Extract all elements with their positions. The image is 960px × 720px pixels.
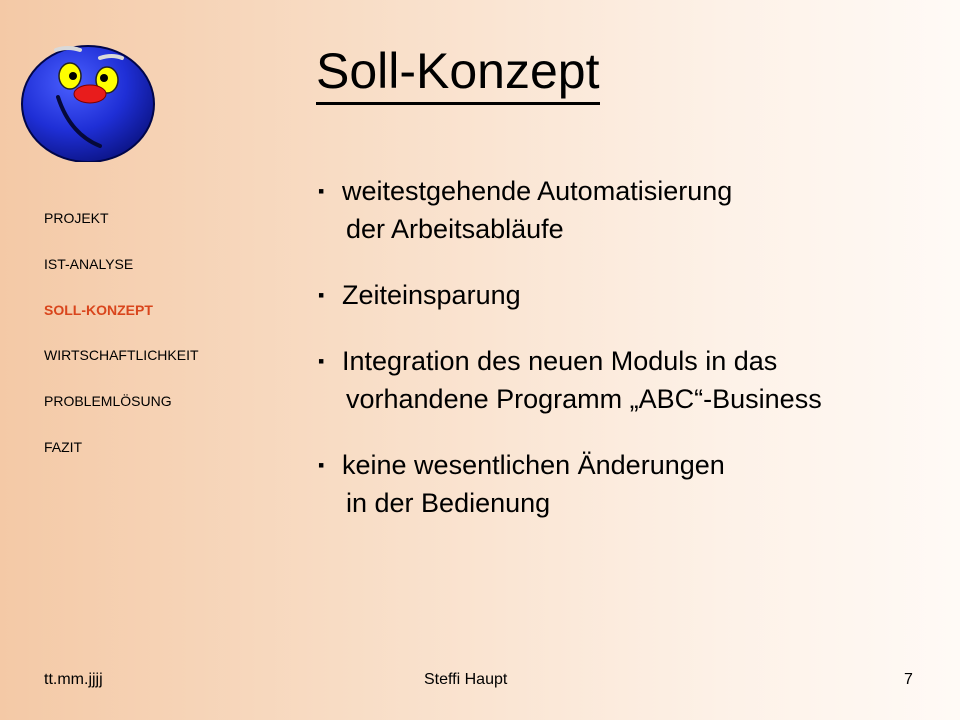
bullet-marker-icon: ▪	[318, 351, 325, 371]
nav-item-soll-konzept[interactable]: SOLL-KONZEPT	[44, 301, 153, 318]
bullet-text-continued: der Arbeitsabläufe	[346, 214, 564, 244]
page-number: 7	[904, 671, 913, 688]
section-nav	[44, 208, 199, 483]
bullet-text: weitestgehende Automatisierung	[342, 176, 733, 206]
bullet-text-continued: in der Bedienung	[346, 488, 551, 518]
nav-item-ist-analyse[interactable]: IST-ANALYSE	[44, 255, 134, 272]
nav-item-problemloesung[interactable]: PROBLEMLÖSUNG	[44, 393, 172, 410]
nav-item-fazit[interactable]: FAZIT	[44, 438, 83, 455]
footer-author: Steffi Haupt	[424, 671, 508, 688]
bullet-marker-icon: ▪	[318, 181, 325, 201]
nav-item-projekt[interactable]: PROJEKT	[44, 210, 109, 226]
bullet-list	[318, 172, 822, 550]
bullet-item	[318, 276, 822, 314]
bullet-item	[318, 342, 822, 418]
bullet-text-continued: vorhandene Programm „ABC“-Business	[346, 384, 822, 414]
slide-title: Soll-Konzept	[316, 42, 600, 105]
bullet-text: Zeiteinsparung	[342, 280, 521, 310]
bullet-marker-icon: ▪	[318, 285, 325, 305]
bullet-item	[318, 172, 822, 248]
smiley-face-icon	[18, 42, 158, 162]
bullet-text: keine wesentlichen Änderungen	[342, 450, 725, 480]
bullet-marker-icon: ▪	[318, 455, 325, 475]
footer-date: tt.mm.jjjj	[44, 671, 103, 688]
bullet-text: Integration des neuen Moduls in das	[342, 346, 778, 376]
nav-item-wirtschaftlichkeit[interactable]: WIRTSCHAFTLICHKEIT	[44, 347, 199, 364]
bullet-item	[318, 446, 822, 522]
